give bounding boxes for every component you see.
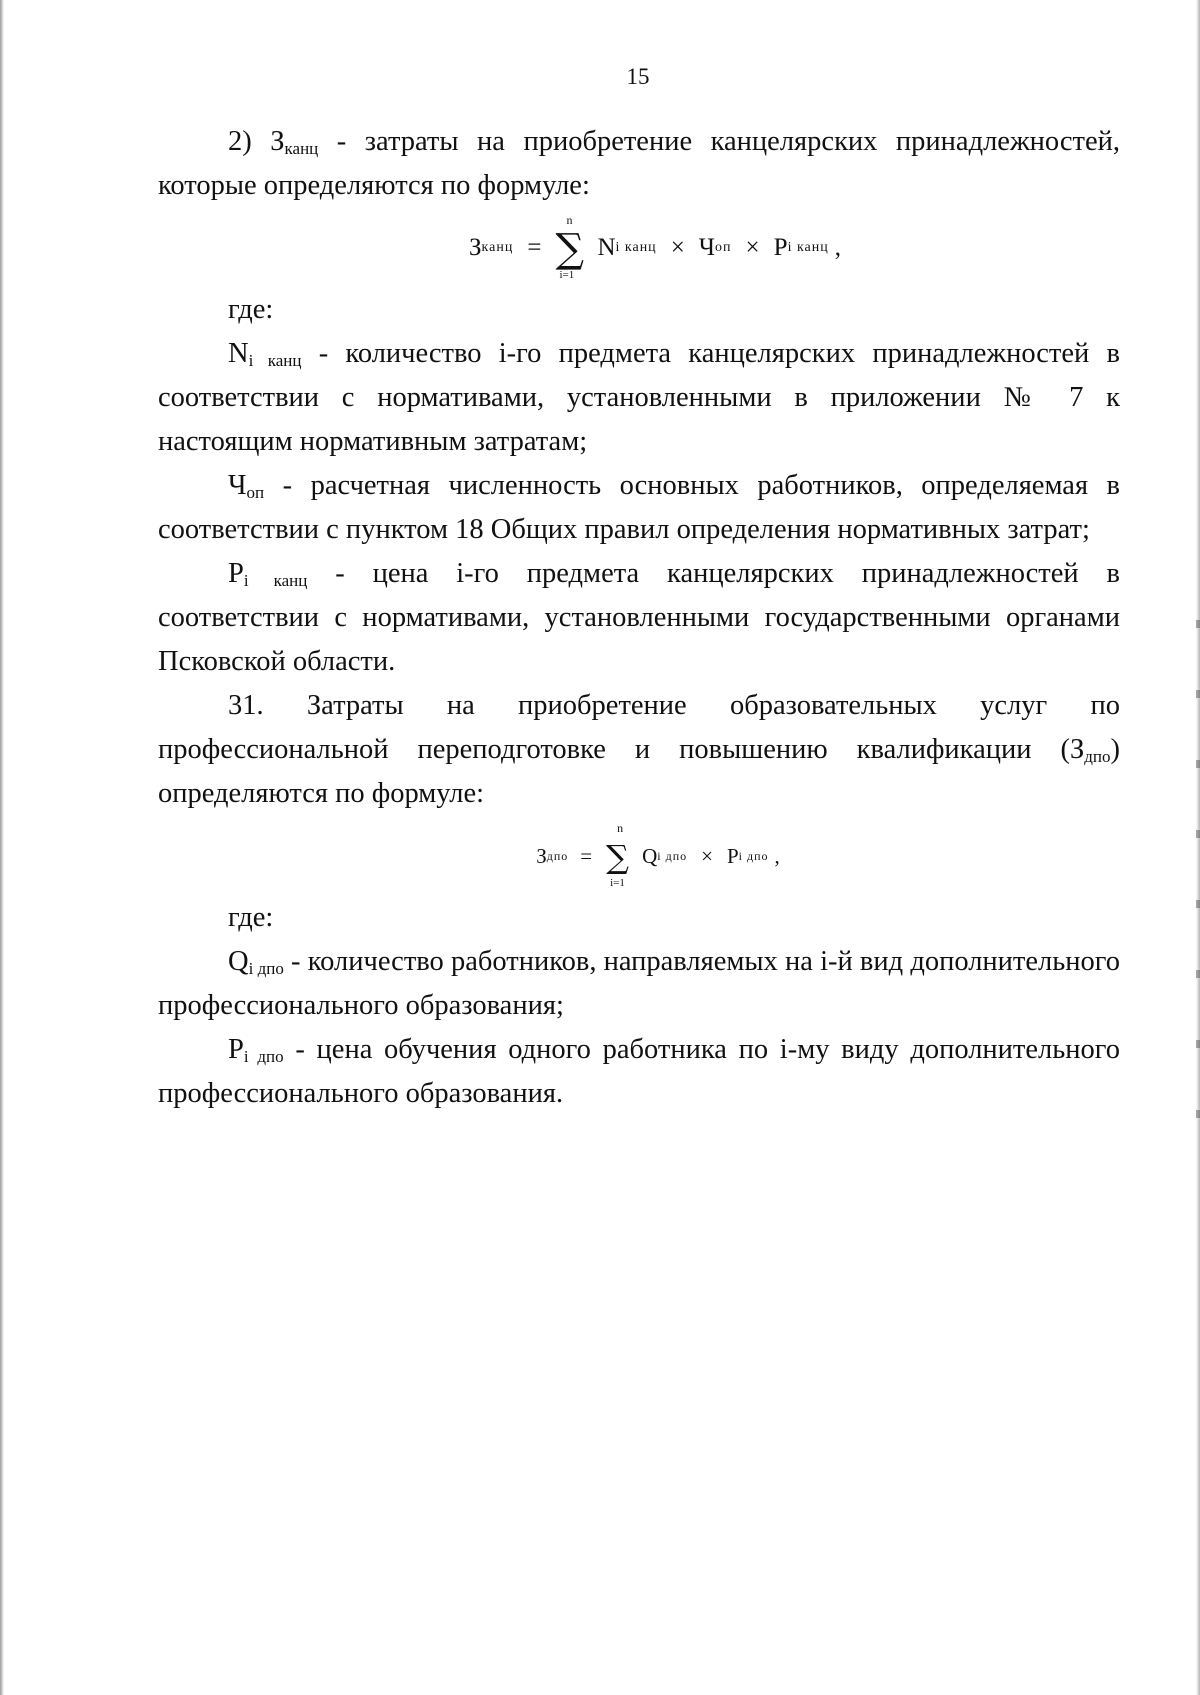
formula-dpo [158, 816, 1120, 896]
sigma-icon: ∑ [606, 838, 629, 876]
equals-sign: = [580, 844, 593, 868]
where-label: где: [228, 294, 274, 325]
definition-text: - количество i-го предмета канцелярских принадлежностей в соответствии с нормативами, установленными в приложении № 7 к настоящим нормативным затратам; [158, 338, 1120, 457]
definition-symbol: P [228, 558, 244, 589]
formula-comma: , [834, 234, 841, 261]
definition-symbol: Q [228, 946, 249, 977]
formula-term-sub: i дпо [738, 849, 769, 863]
definition-p-dpo [158, 1028, 1120, 1116]
formula-term: Ч [698, 234, 716, 261]
definition-text: - цена i-го предмета канцелярских принадлежностей в соответствии с нормативами, установленными государственными органами Псковской области. [158, 558, 1120, 677]
definition-ch [158, 464, 1120, 552]
formula-term-sub: оп [715, 240, 732, 255]
page-number: 15 [626, 64, 650, 89]
paragraph-text: 31. Затраты на приобретение образовательных услуг по профессиональной переподготовке и повышению квалификации (З [158, 690, 1120, 765]
definition-symbol: N [228, 338, 249, 369]
equals-sign: = [527, 234, 542, 261]
formula-comma: , [774, 844, 780, 868]
sum-upper-limit: n [566, 213, 573, 227]
sum-lower-limit: i=1 [559, 269, 575, 281]
subscript: оп [246, 483, 265, 502]
formula-lhs-sub: дпо [546, 849, 569, 863]
paragraph-prefix: 2) З [228, 126, 285, 157]
definition-symbol: P [228, 1034, 244, 1065]
paragraph-stationery-costs [158, 120, 1120, 208]
scan-left-edge [0, 0, 4, 1695]
multiply-sign: × [745, 234, 760, 261]
multiply-sign: × [670, 234, 685, 261]
formula-lhs: З [469, 234, 482, 261]
formula-term: Q [642, 844, 658, 868]
formula-lhs: З [536, 844, 547, 868]
definition-text: - цена обучения одного работника по i-му виду дополнительного профессионального образования. [158, 1034, 1120, 1109]
formula-lhs-sub: канц [481, 240, 514, 255]
formula-stationery [158, 208, 1120, 288]
paragraph-tail: ) определяются по формуле: [158, 734, 1120, 809]
definition-q [158, 940, 1120, 1028]
document-body [158, 120, 1120, 1116]
subscript: i канц [243, 571, 308, 590]
multiply-sign: × [701, 844, 713, 868]
formula-term: P [726, 844, 739, 868]
scan-edge-marks [1196, 620, 1200, 1140]
definition-p [158, 552, 1120, 684]
formula-term-sub: i канц [615, 240, 657, 255]
paragraph-31 [158, 684, 1120, 816]
sigma-icon: ∑ [555, 226, 584, 272]
where-label: где: [228, 902, 274, 933]
definition-symbol: Ч [228, 470, 247, 501]
formula-term: N [597, 234, 616, 261]
definition-text: - количество работников, направляемых на i-й вид дополнительного профессионального образования; [158, 946, 1120, 1021]
sum-sign [553, 215, 589, 281]
subscript: i дпо [243, 1047, 284, 1066]
formula-term-sub: i дпо [657, 849, 688, 863]
subscript: дпо [1084, 747, 1111, 766]
sum-upper-limit: n [617, 821, 624, 835]
sum-lower-limit: i=1 [610, 877, 625, 889]
subscript: i канц [248, 351, 302, 370]
formula-term-sub: i канц [787, 240, 829, 255]
sum-sign [604, 823, 634, 889]
subscript: канц [284, 139, 319, 158]
formula-term: P [773, 234, 788, 261]
definition-text: - расчетная численность основных работников, определяемая в соответствии с пунктом 18 Общих правил определения нормативных затрат; [158, 470, 1120, 545]
subscript: i дпо [248, 959, 284, 978]
definition-n [158, 332, 1120, 464]
paragraph-text: - затраты на приобретение канцелярских принадлежностей, которые определяются по формуле: [158, 126, 1120, 201]
